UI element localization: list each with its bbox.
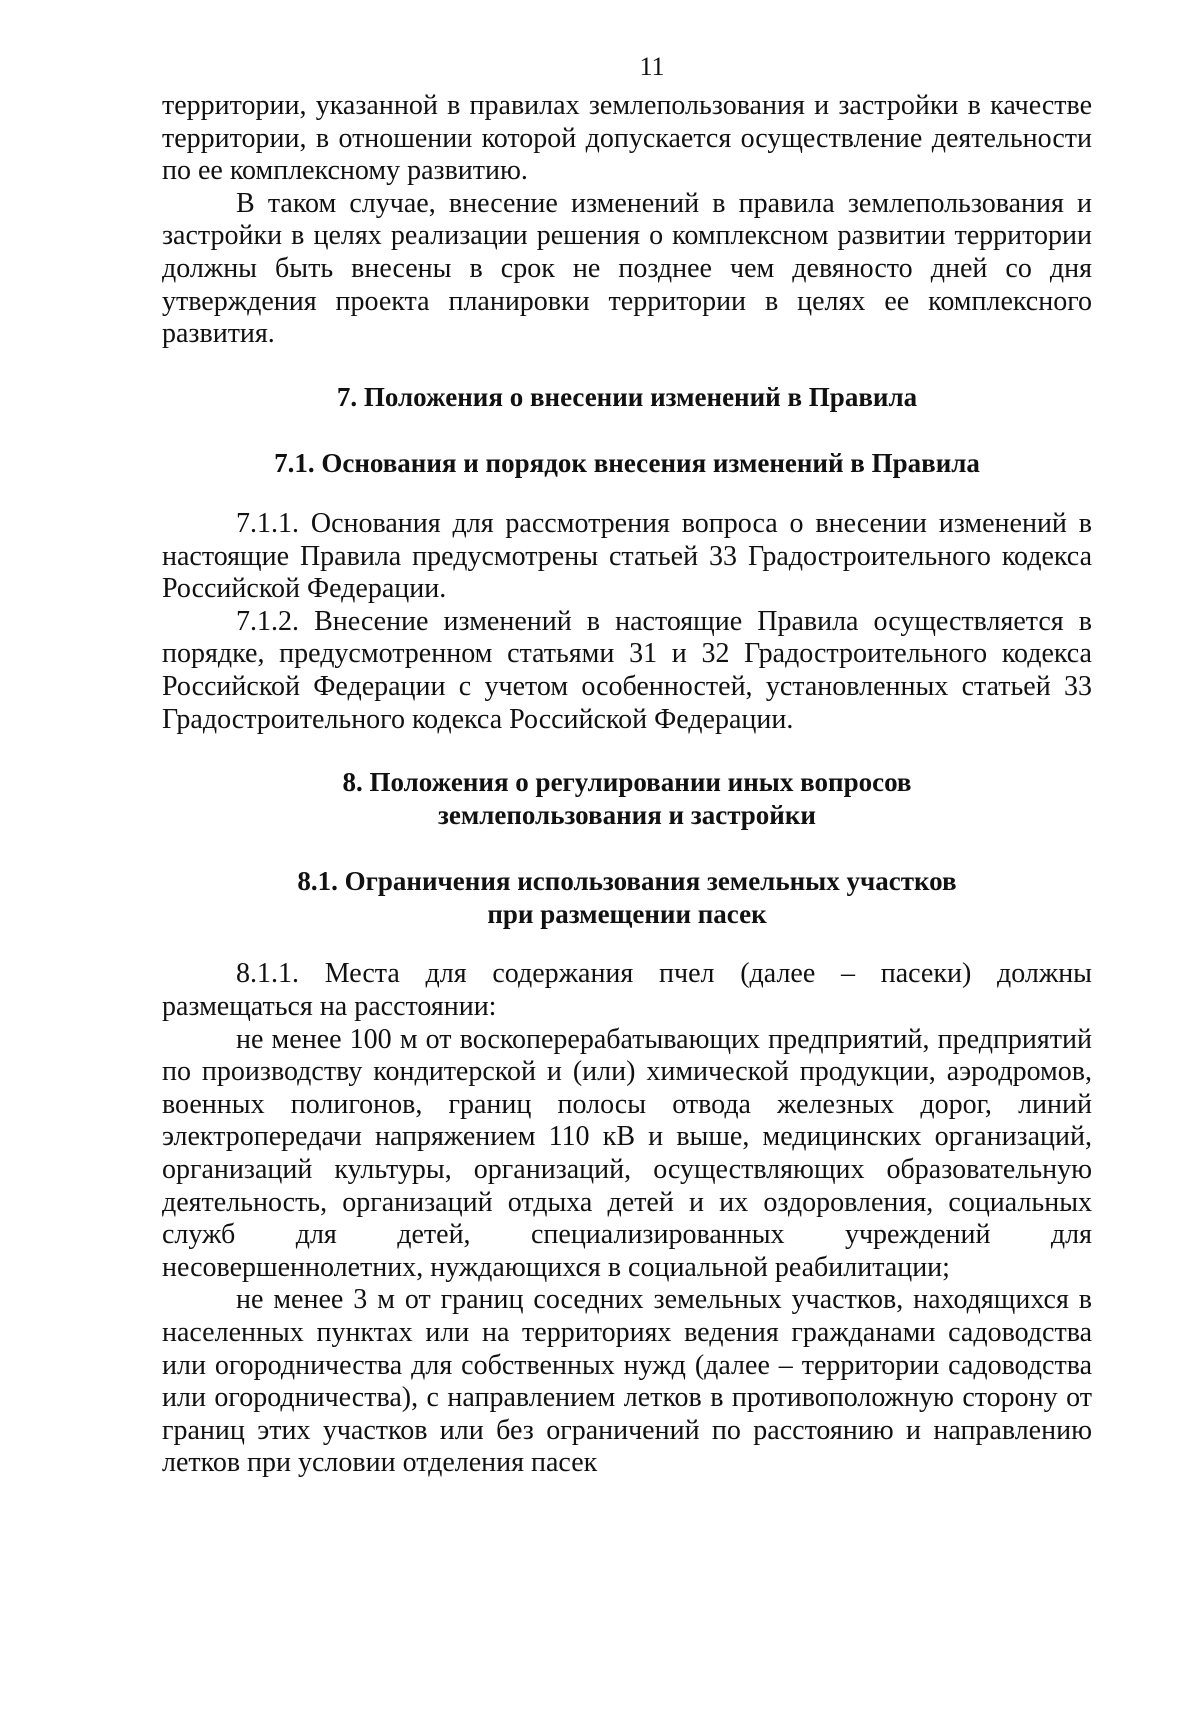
section-8-1-subtitle-line-1: 8.1. Ограничения использования земельных участков <box>297 866 957 897</box>
section-8-title <box>162 766 1092 831</box>
section-8-title-line-1: 8. Положения о регулировании иных вопросов <box>342 767 912 798</box>
paragraph-8-1-1: 8.1.1. Места для содержания пчел (далее – пасеки) должны размещаться на расстоянии: <box>162 958 1092 1023</box>
document-page <box>162 50 1092 1480</box>
paragraph-7-1-2: 7.1.2. Внесение изменений в настоящие Правила осуществляется в порядке, предусмотренном статьями 31 и 32 Градостроительного кодекса Российской Федерации с учетом особенностей, установленных статьей 33 Градостроительного кодекса Российской Федерации. <box>162 605 1092 735</box>
section-8-1-subtitle <box>162 865 1092 930</box>
intro-paragraph: В таком случае, внесение изменений в правила землепользования и застройки в целях реализации решения о комплексном развитии территории должны быть внесены в срок не позднее чем девяносто дней со дня утверждения проекта планировки территории в целях ее комплексного развития. <box>162 187 1092 350</box>
paragraph-distance-100m: не менее 100 м от воскоперерабатывающих предприятий, предприятий по производству кондитерской и (или) химической продукции, аэродромов, военных полигонов, границ полосы отвода железных дорог, линий электропередачи напряжением 110 кВ и выше, медицинских организаций, организаций культуры, организаций, осуществляющих образовательную деятельность, организаций отдыха детей и их оздоровления, социальных служб для детей, специализированных учреждений для несовершеннолетних, нуждающихся в социальной реабилитации; <box>162 1023 1092 1283</box>
intro-paragraph-continuation: территории, указанной в правилах землепользования и застройки в качестве территории, в отношении которой допускается осуществление деятельности по ее комплексному развитию. <box>162 90 1092 187</box>
paragraph-7-1-1: 7.1.1. Основания для рассмотрения вопроса о внесении изменений в настоящие Правила предусмотрены статьей 33 Градостроительного кодекса Российской Федерации. <box>162 507 1092 605</box>
section-8-1-subtitle-line-2: при размещении пасек <box>487 898 767 929</box>
section-7-1-subtitle: 7.1. Основания и порядок внесения изменений в Правила <box>274 448 980 479</box>
page-number: 11 <box>639 52 665 81</box>
section-8-title-line-2: землепользования и застройки <box>438 799 816 830</box>
section-7-title: 7. Положения о внесении изменений в Правила <box>336 381 918 412</box>
paragraph-distance-3m: не менее 3 м от границ соседних земельных участков, находящихся в населенных пунктах или на территориях ведения гражданами садоводства или огородничества для собственных нужд (далее – территории садоводства или огородничества), с направлением летков в противоположную сторону от границ этих участков или без ограничений по расстоянию и направлению летков при условии отделения пасек <box>162 1284 1092 1479</box>
